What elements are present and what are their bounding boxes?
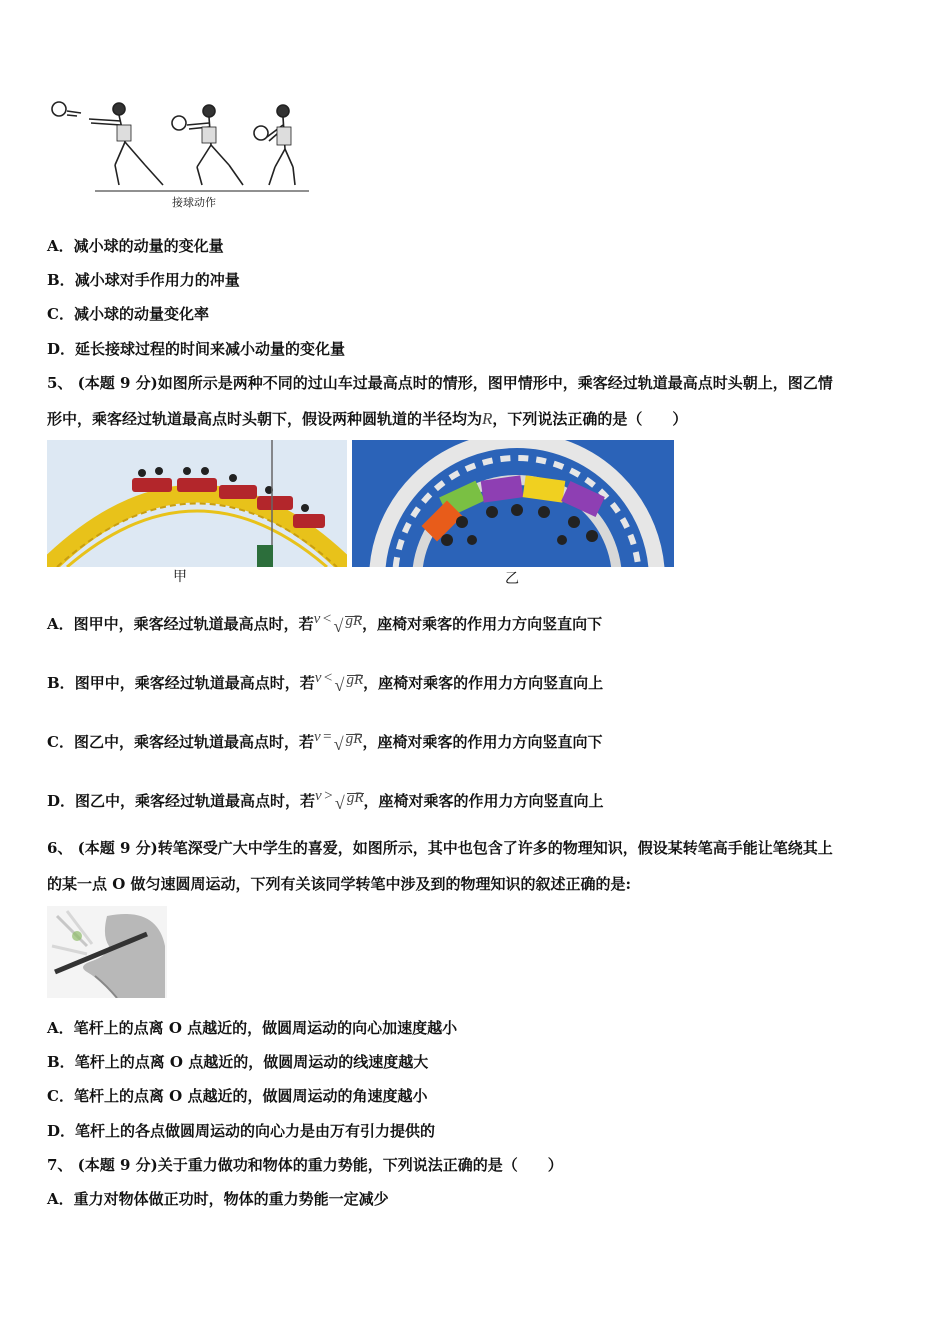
q5-option-d[interactable]: D．图乙中，乘客经过轨道最高点时，若v > √ gR，座椅对乘客的作用力方向竖直向上 [47,788,604,813]
q4-option-b[interactable]: B．减小球对手作用力的冲量 [47,271,240,289]
q4-option-a[interactable]: A．减小球的动量的变化量 [47,237,224,255]
q6-option-a[interactable]: A．笔杆上的点离 O 点越近的，做圆周运动的向心加速度越小 [47,1019,458,1037]
catch-ball-figure [47,97,312,212]
q7-stem: 7、 (本题 9 分)关于重力做功和物体的重力势能，下列说法正确的是（ ） [47,1156,563,1174]
catch-figure-caption: 接球动作 [172,196,216,209]
q6-option-d[interactable]: D．笔杆上的各点做圆周运动的向心力是由万有引力提供的 [47,1122,436,1140]
pen-spin-figure [47,906,167,998]
q6-option-b[interactable]: B．笔杆上的点离 O 点越近的，做圆周运动的线速度越大 [47,1053,429,1071]
coaster-figure-yi [352,440,674,567]
q6-option-c[interactable]: C．笔杆上的点离 O 点越近的，做圆周运动的角速度越小 [47,1087,428,1105]
q5-option-c[interactable]: C．图乙中，乘客经过轨道最高点时，若v = √ gR，座椅对乘客的作用力方向竖直向下 [47,729,603,754]
q5-stem-line2: 形中，乘客经过轨道最高点时头朝下，假设两种圆轨道的半径均为R，下列说法正确的是（ ） [47,409,688,428]
q4-option-c[interactable]: C．减小球的动量变化率 [47,305,209,323]
caption-jia: 甲 [173,569,187,585]
coaster-jia-drawing [47,440,347,567]
q5-stem-line1: 5、 (本题 9 分)如图所示是两种不同的过山车过最高点时的情形，图甲情形中，乘客经过轨道最高点时头朝上，图乙情 [47,374,833,392]
pen-spin-drawing [47,906,167,998]
q7-option-a[interactable]: A．重力对物体做正功时，物体的重力势能一定减少 [47,1190,389,1208]
coaster-figure-jia [47,440,347,567]
q4-option-d[interactable]: D．延长接球过程的时间来减小动量的变化量 [47,340,346,358]
caption-yi: 乙 [505,571,519,587]
q5-option-b[interactable]: B．图甲中，乘客经过轨道最高点时，若v < √ gR，座椅对乘客的作用力方向竖直向上 [47,670,604,695]
coaster-yi-drawing [352,440,674,567]
q6-stem-line1: 6、 (本题 9 分)转笔深受广大中学生的喜爱，如图所示，其中也包含了许多的物理知识，假设某转笔高手能让笔绕其上 [47,839,833,857]
q6-stem-line2: 的某一点 O 做匀速圆周运动，下列有关该同学转笔中涉及到的物理知识的叙述正确的是: [47,875,632,893]
q5-option-a[interactable]: A．图甲中，乘客经过轨道最高点时，若v < √ gR，座椅对乘客的作用力方向竖直向下 [47,611,603,636]
